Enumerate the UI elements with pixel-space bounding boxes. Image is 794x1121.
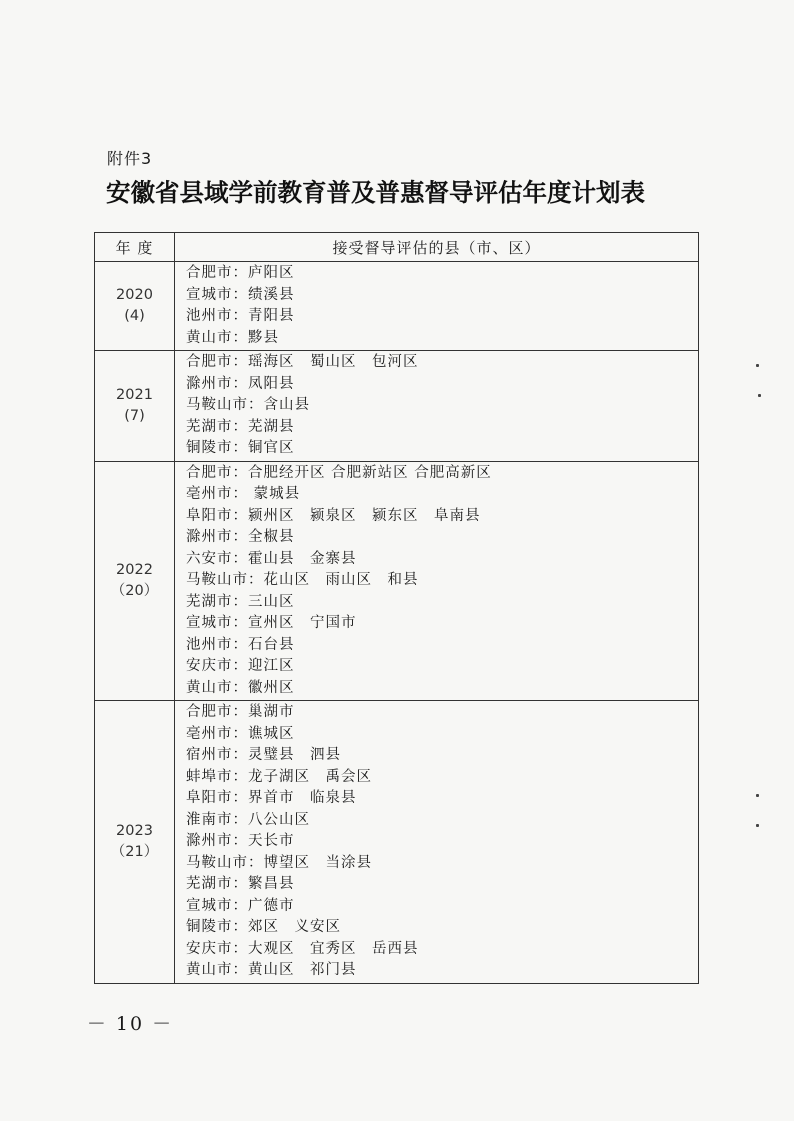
county-list-item: 安庆市：迎江区 bbox=[186, 658, 295, 674]
table-header-row bbox=[95, 233, 699, 262]
scan-mark bbox=[756, 824, 759, 827]
county-list-item: 黄山市：徽州区 bbox=[186, 679, 295, 696]
year-cell bbox=[95, 351, 175, 462]
table-row bbox=[95, 262, 699, 351]
header-counties: 接受督导评估的县（市、区） bbox=[175, 233, 699, 262]
header-year: 年 度 bbox=[95, 233, 175, 262]
county-list-item: 宿州市：灵璧县 泗县 bbox=[186, 747, 341, 763]
county-list-item: 马鞍山市：花山区 雨山区 和县 bbox=[186, 572, 419, 588]
table-row bbox=[95, 351, 699, 462]
county-list-item: 阜阳市：颍州区 颍泉区 颍东区 阜南县 bbox=[186, 507, 481, 524]
county-list-item: 蚌埠市：龙子湖区 禹会区 bbox=[186, 768, 372, 785]
county-list-item: 马鞍山市：博望区 当涂县 bbox=[186, 854, 372, 871]
scan-mark bbox=[756, 364, 759, 367]
county-list-cell bbox=[175, 701, 699, 984]
county-list-item: 宣城市：广德市 bbox=[186, 897, 295, 914]
county-list-item: 亳州市： 蒙城县 bbox=[186, 486, 301, 502]
year-cell bbox=[95, 262, 175, 351]
county-list-item: 芜湖市：繁昌县 bbox=[186, 876, 295, 892]
county-list-cell bbox=[175, 461, 699, 701]
county-list-item: 芜湖市：芜湖县 bbox=[186, 418, 295, 435]
attachment-label: 附件3 bbox=[107, 149, 153, 168]
county-list-item: 滁州市：天长市 bbox=[186, 833, 295, 849]
county-list-item: 亳州市：谯城区 bbox=[186, 725, 295, 742]
county-count: （21） bbox=[110, 843, 159, 860]
county-list-item: 黄山市：黄山区 祁门县 bbox=[186, 962, 357, 978]
county-list-item: 池州市：石台县 bbox=[186, 636, 295, 653]
county-list-item: 淮南市：八公山区 bbox=[186, 811, 310, 828]
year-value: 2022 bbox=[116, 561, 153, 578]
county-list-item: 合肥市：瑶海区 蜀山区 包河区 bbox=[186, 354, 419, 370]
county-list-item: 铜陵市：铜官区 bbox=[186, 440, 295, 456]
page-number: － 10 － bbox=[86, 1013, 174, 1035]
county-list-item: 滁州市：凤阳县 bbox=[186, 375, 295, 392]
county-list-item: 滁州市：全椒县 bbox=[186, 529, 295, 545]
county-list-item: 铜陵市：郊区 义安区 bbox=[186, 919, 341, 935]
county-list-item: 宣城市：宣州区 宁国市 bbox=[186, 615, 357, 631]
county-list-item: 阜阳市：界首市 临泉县 bbox=[186, 790, 357, 806]
plan-table bbox=[94, 232, 699, 984]
table-row bbox=[95, 461, 699, 701]
year-cell bbox=[95, 701, 175, 984]
county-list-item: 六安市：霍山县 金寨县 bbox=[186, 550, 357, 567]
document-title: 安徽省县域学前教育普及普惠督导评估年度计划表 bbox=[106, 178, 645, 207]
county-list-item: 合肥市：合肥经开区 合肥新站区 合肥高新区 bbox=[186, 464, 492, 481]
county-list-item: 黄山市：黟县 bbox=[186, 329, 279, 346]
scan-mark bbox=[758, 394, 761, 397]
county-count: (7) bbox=[124, 407, 145, 424]
county-count: (4) bbox=[124, 308, 145, 324]
county-list-item: 池州市：青阳县 bbox=[186, 308, 295, 324]
county-list-cell bbox=[175, 262, 699, 351]
county-list-item: 芜湖市：三山区 bbox=[186, 593, 295, 610]
county-list-item: 合肥市：庐阳区 bbox=[186, 265, 295, 281]
year-value: 2021 bbox=[116, 386, 153, 403]
county-count: （20） bbox=[110, 582, 159, 599]
county-list-item: 宣城市：绩溪县 bbox=[186, 286, 295, 303]
county-list-item: 合肥市：巢湖市 bbox=[186, 704, 295, 720]
county-list-item: 马鞍山市：含山县 bbox=[186, 397, 310, 413]
county-list-cell bbox=[175, 351, 699, 462]
year-value: 2023 bbox=[116, 822, 153, 839]
county-list-item: 安庆市：大观区 宜秀区 岳西县 bbox=[186, 940, 419, 957]
scan-mark bbox=[756, 794, 759, 797]
table-row bbox=[95, 701, 699, 984]
year-value: 2020 bbox=[116, 287, 153, 303]
year-cell bbox=[95, 461, 175, 701]
